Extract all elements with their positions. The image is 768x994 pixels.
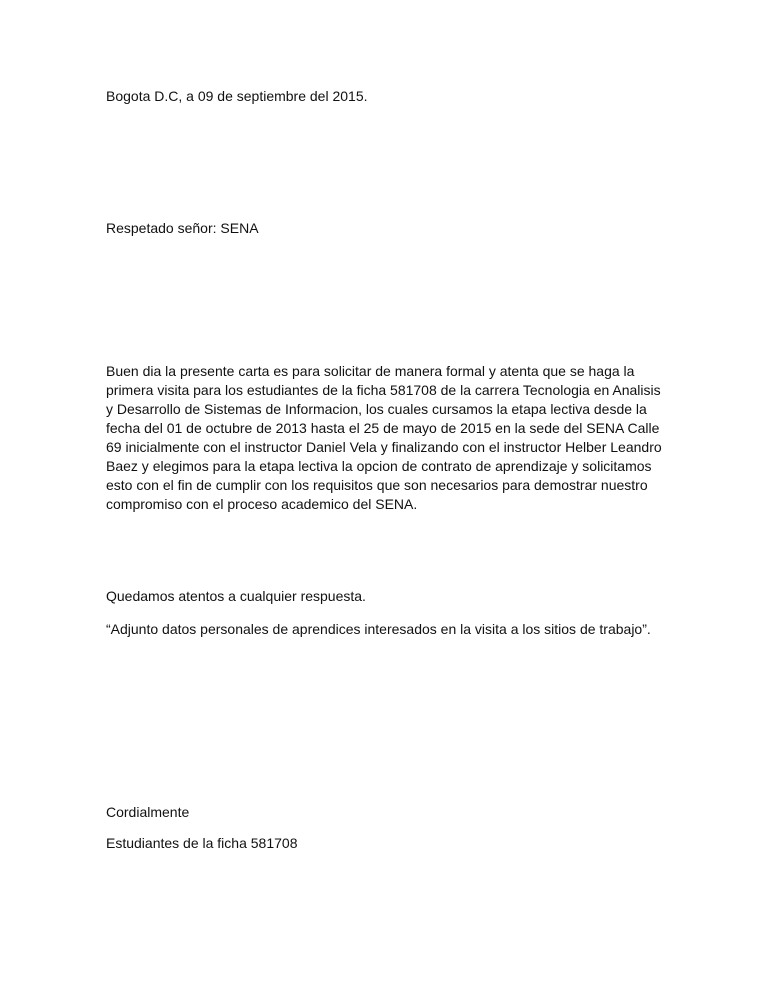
body-paragraph (106, 362, 666, 514)
body-line: y Desarrollo de Sistemas de Informacion, los cuales cursamos la etapa lectiva desde la (106, 401, 647, 417)
body-line: fecha del 01 de octubre de 2013 hasta el 25 de mayo de 2015 en la sede del SENA Calle (106, 420, 660, 436)
body-line: esto con el fin de cumplir con los requisitos que son necesarios para demostrar nuestro (106, 477, 648, 493)
attachment-note: “Adjunto datos personales de aprendices interesados en la visita a los sitios de trabajo”. (106, 621, 651, 637)
salutation: Respetado señor: SENA (106, 220, 259, 236)
signoff: Cordialmente (106, 804, 190, 820)
body-line: compromiso con el proceso academico del SENA. (106, 496, 418, 512)
date-line: Bogota D.C, a 09 de septiembre del 2015. (106, 88, 368, 104)
body-line: primera visita para los estudiantes de la ficha 581708 de la carrera Tecnologia en Analisis (106, 382, 661, 398)
body-line: Baez y elegimos para la etapa lectiva la opcion de contrato de aprendizaje y solicitamos (106, 458, 652, 474)
body-line: Buen dia la presente carta es para solicitar de manera formal y atenta que se haga la (106, 363, 635, 379)
body-line: 69 inicialmente con el instructor Daniel Vela y finalizando con el instructor Helber Leandro (106, 439, 662, 455)
signature: Estudiantes de la ficha 581708 (106, 835, 298, 851)
closing-note: Quedamos atentos a cualquier respuesta. (106, 588, 366, 604)
